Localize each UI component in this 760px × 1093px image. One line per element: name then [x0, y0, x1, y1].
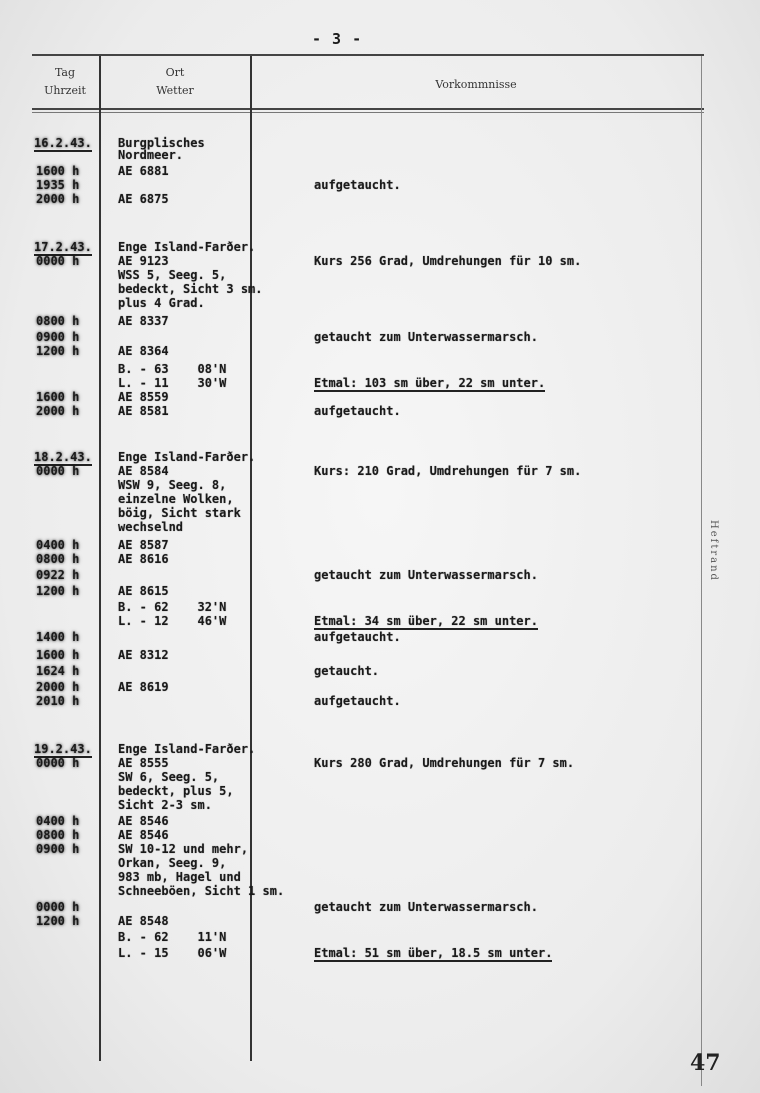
entry-time: 1200 h [36, 344, 80, 358]
entry-location-weather: Orkan, Seeg. 9, [118, 856, 227, 870]
entry-time: 1200 h [36, 914, 80, 928]
entry-location-weather: SW 6, Seeg. 5, [118, 770, 220, 784]
entry-location-weather: plus 4 Grad. [118, 296, 205, 310]
corner-mark: 47 [690, 1050, 721, 1076]
entry-time: 1600 h [36, 164, 80, 178]
header-col3-text: Vorkommnisse [435, 78, 517, 91]
header-bottom-rule [32, 108, 704, 110]
entry-event: aufgetaucht. [314, 630, 401, 644]
entry-event: Kurs: 210 Grad, Umdrehungen für 7 sm. [314, 464, 582, 478]
entry-location-weather: L. - 15 06'W [118, 946, 227, 960]
page-number: - 3 - [312, 30, 363, 48]
entry-location-weather: AE 8619 [118, 680, 169, 694]
entry-event: Kurs 256 Grad, Umdrehungen für 10 sm. [314, 254, 582, 268]
entry-event: Etmal: 103 sm über, 22 sm unter. [314, 376, 546, 390]
entry-event: Etmal: 51 sm über, 18.5 sm unter. [314, 946, 553, 960]
entry-time: 1400 h [36, 630, 80, 644]
entry-location-weather: AE 8337 [118, 314, 169, 328]
entry-location-weather: Enge Island-Farðer. [118, 450, 256, 464]
entry-time: 2000 h [36, 404, 80, 418]
entry-event: aufgetaucht. [314, 178, 401, 192]
entry-location-weather: 983 mb, Hagel und [118, 870, 241, 884]
entry-location-weather: Enge Island-Farðer. [118, 240, 256, 254]
entry-event: getaucht zum Unterwassermarsch. [314, 900, 538, 914]
entry-location-weather: böig, Sicht stark [118, 506, 241, 520]
entry-location-weather: AE 8548 [118, 914, 169, 928]
entry-time: 0000 h [36, 464, 80, 478]
entry-location-weather: AE 8312 [118, 648, 169, 662]
entry-date: 18.2.43. [34, 450, 92, 464]
entry-location-weather: AE 8559 [118, 390, 169, 404]
header-col2-text: Ort Wetter [156, 66, 194, 97]
entry-location-weather: B. - 63 08'N [118, 362, 227, 376]
entry-location-weather: WSS 5, Seeg. 5, [118, 268, 227, 282]
entry-location-weather: AE 8584 [118, 464, 169, 478]
entry-location-weather: AE 8616 [118, 552, 169, 566]
entry-time: 1935 h [36, 178, 80, 192]
entry-time: 0400 h [36, 538, 80, 552]
entry-date: 16.2.43. [34, 136, 92, 150]
entry-location-weather: AE 8364 [118, 344, 169, 358]
entry-event: aufgetaucht. [314, 404, 401, 418]
column-divider-2 [250, 56, 252, 1061]
header-thin-rule [32, 112, 704, 113]
entry-location-weather: B. - 62 11'N [118, 930, 227, 944]
entry-date: 17.2.43. [34, 240, 92, 254]
entry-location-weather: Burgplisches [118, 136, 205, 150]
entry-location-weather: WSW 9, Seeg. 8, [118, 478, 227, 492]
entry-time: 0800 h [36, 314, 80, 328]
right-border [701, 56, 702, 1086]
entry-location-weather: AE 8555 [118, 756, 169, 770]
entry-location-weather: bedeckt, Sicht 3 sm. [118, 282, 263, 296]
entry-time: 2000 h [36, 680, 80, 694]
entry-location-weather: Schneeböen, Sicht 1 sm. [118, 884, 285, 898]
entry-time: 2010 h [36, 694, 80, 708]
entry-location-weather: L. - 11 30'W [118, 376, 227, 390]
entry-event: Kurs 280 Grad, Umdrehungen für 7 sm. [314, 756, 575, 770]
entry-event: aufgetaucht. [314, 694, 401, 708]
margin-label: Heftrand [708, 520, 719, 582]
entry-time: 0000 h [36, 756, 80, 770]
entry-time: 0000 h [36, 254, 80, 268]
entry-location-weather: AE 8615 [118, 584, 169, 598]
entry-time: 0800 h [36, 828, 80, 842]
entry-location-weather: bedeckt, plus 5, [118, 784, 234, 798]
entry-event: getaucht zum Unterwassermarsch. [314, 330, 538, 344]
entry-location-weather: Sicht 2-3 sm. [118, 798, 212, 812]
entry-location-weather: AE 8581 [118, 404, 169, 418]
entry-location-weather: AE 6875 [118, 192, 169, 206]
entry-location-weather: Enge Island-Farðer. [118, 742, 256, 756]
entry-time: 1200 h [36, 584, 80, 598]
entry-location-weather: Nordmeer. [118, 148, 184, 162]
header-tag-uhrzeit [32, 64, 98, 100]
entry-location-weather: AE 6881 [118, 164, 169, 178]
header-top-rule [32, 54, 704, 56]
entry-time: 1624 h [36, 664, 80, 678]
entry-location-weather: SW 10-12 und mehr, [118, 842, 249, 856]
entry-time: 0900 h [36, 842, 80, 856]
header-col1-text: Tag Uhrzeit [44, 66, 86, 97]
entry-time: 0400 h [36, 814, 80, 828]
entry-time: 0800 h [36, 552, 80, 566]
entry-event: getaucht. [314, 664, 380, 678]
entry-location-weather: AE 8587 [118, 538, 169, 552]
entry-date: 19.2.43. [34, 742, 92, 756]
header-vorkommnisse [252, 76, 700, 94]
header-ort-wetter [101, 64, 249, 100]
column-divider-1 [99, 56, 101, 1061]
entry-time: 1600 h [36, 390, 80, 404]
entry-location-weather: einzelne Wolken, [118, 492, 234, 506]
entry-event: Etmal: 34 sm über, 22 sm unter. [314, 614, 538, 628]
entry-location-weather: AE 8546 [118, 814, 169, 828]
entry-location-weather: AE 9123 [118, 254, 169, 268]
entry-location-weather: B. - 62 32'N [118, 600, 227, 614]
entry-time: 0922 h [36, 568, 80, 582]
entry-location-weather: L. - 12 46'W [118, 614, 227, 628]
entry-location-weather: AE 8546 [118, 828, 169, 842]
entry-time: 0000 h [36, 900, 80, 914]
entry-event: getaucht zum Unterwassermarsch. [314, 568, 538, 582]
entry-time: 2000 h [36, 192, 80, 206]
entry-time: 1600 h [36, 648, 80, 662]
entry-time: 0900 h [36, 330, 80, 344]
entry-location-weather: wechselnd [118, 520, 184, 534]
